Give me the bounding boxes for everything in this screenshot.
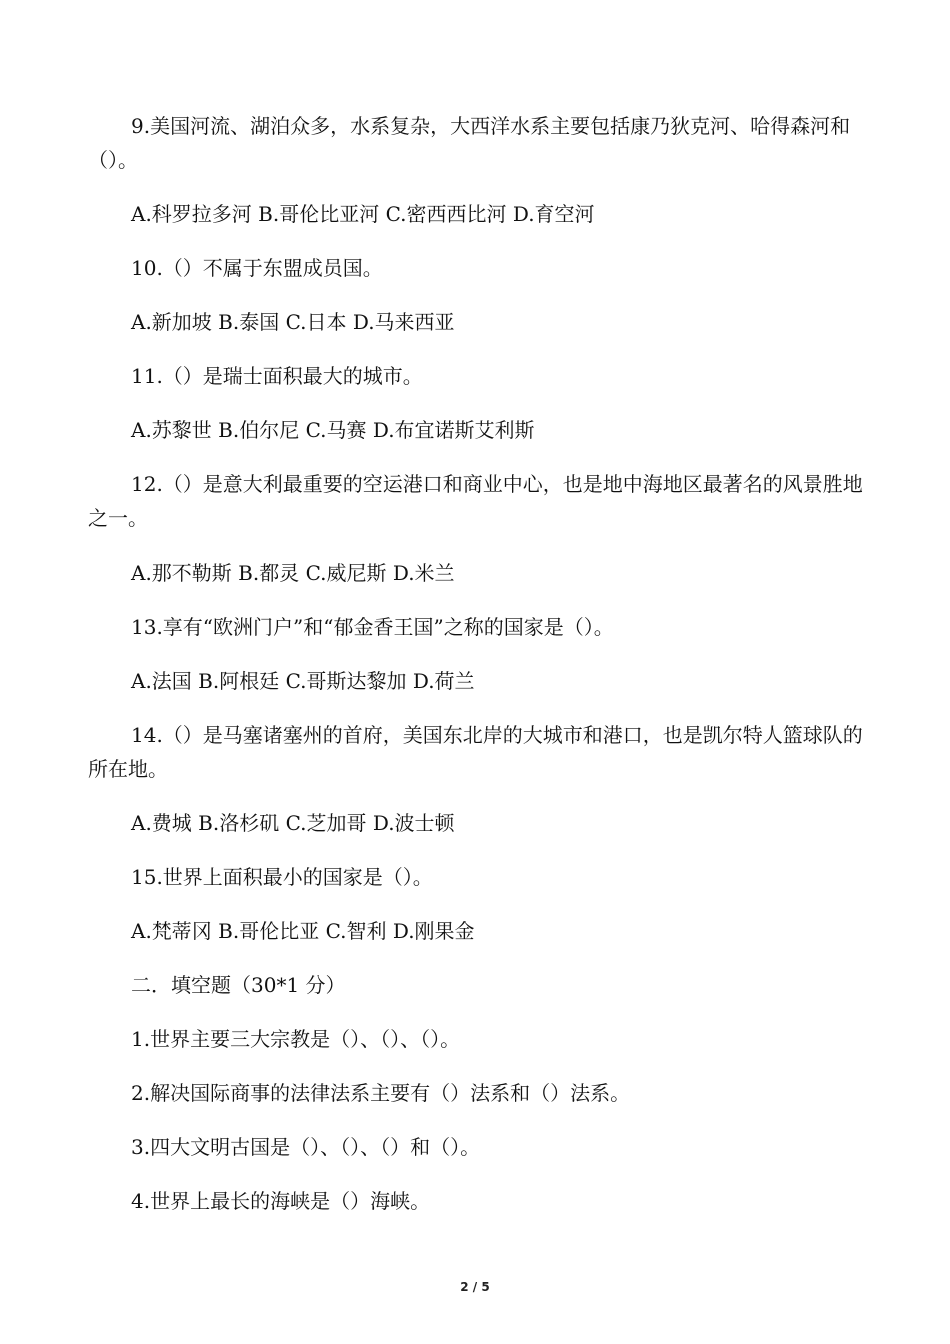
question-15-options: A.梵蒂冈 B.哥伦比亚 C.智利 D.刚果金	[131, 919, 475, 943]
question-14-options: A.费城 B.洛杉矶 C.芝加哥 D.波士顿	[131, 811, 455, 835]
question-12-stem: 12.（）是意大利最重要的空运港口和商业中心，也是地中海地区最著名的风景胜地之一。	[88, 472, 863, 530]
fill-blank-1: 1.世界主要三大宗教是（）、（）、（）。	[131, 1027, 461, 1051]
question-9-stem: 9.美国河流、湖泊众多，水系复杂，大西洋水系主要包括康乃狄克河、哈得森河和（）。	[88, 114, 851, 172]
question-15-stem: 15.世界上面积最小的国家是（）。	[131, 865, 433, 889]
fill-blank-4: 4.世界上最长的海峡是（）海峡。	[131, 1189, 431, 1213]
fill-blank-3: 3.四大文明古国是（）、（）、（）和（）。	[131, 1135, 481, 1159]
question-13-options: A.法国 B.阿根廷 C.哥斯达黎加 D.荷兰	[131, 669, 475, 693]
question-10-stem: 10.（）不属于东盟成员国。	[131, 256, 383, 280]
question-11-options: A.苏黎世 B.伯尔尼 C.马赛 D.布宜诺斯艾利斯	[131, 418, 535, 442]
question-13-stem: 13.享有“欧洲门户”和“郁金香王国”之称的国家是（）。	[131, 615, 614, 639]
question-9-options: A.科罗拉多河 B.哥伦比亚河 C.密西西比河 D.育空河	[131, 202, 595, 226]
question-11-stem: 11.（）是瑞士面积最大的城市。	[131, 364, 423, 388]
question-10-options: A.新加坡 B.泰国 C.日本 D.马来西亚	[131, 310, 455, 334]
fill-blank-2: 2.解决国际商事的法律法系主要有（）法系和（）法系。	[131, 1081, 631, 1105]
section-2-heading: 二．填空题（30*1 分）	[131, 973, 346, 997]
question-14-stem: 14.（）是马塞诸塞州的首府，美国东北岸的大城市和港口，也是凯尔特人篮球队的所在地。	[88, 723, 863, 781]
page-number: 2 / 5	[460, 1280, 490, 1294]
question-12-options: A.那不勒斯 B.都灵 C.威尼斯 D.米兰	[131, 561, 455, 585]
